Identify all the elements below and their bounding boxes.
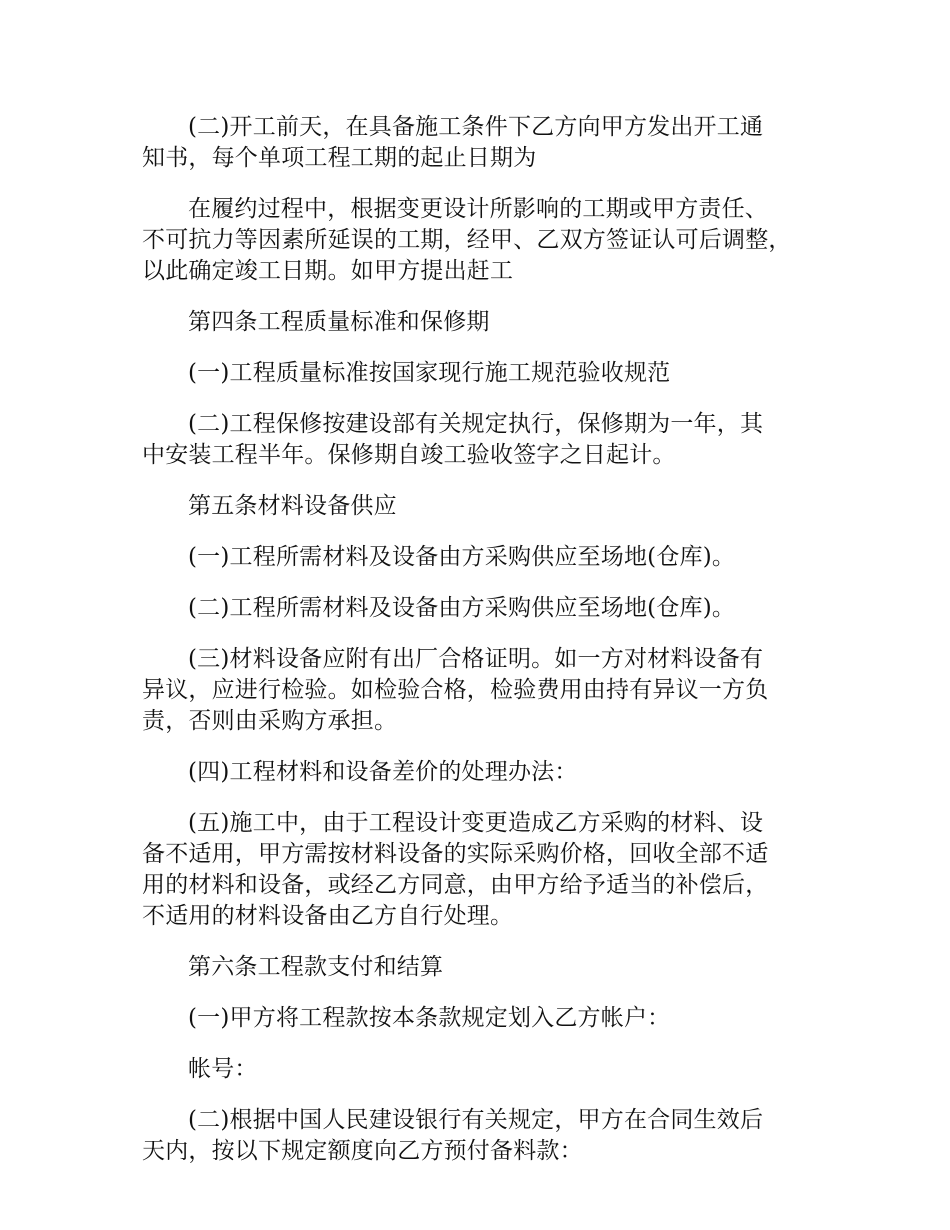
text-line: 帐号： — [188, 1056, 258, 1082]
text-line: 责，否则由采购方承担。 — [142, 708, 398, 734]
text-line: (三)材料设备应附有出厂合格证明。如一方对材料设备有 — [188, 646, 764, 672]
text-line: (一)工程质量标准按国家现行施工规范验收规范 — [188, 360, 671, 386]
text-line: (二)开工前天，在具备施工条件下乙方向甲方发出开工通 — [188, 114, 764, 140]
paragraph-payment-account — [142, 1003, 832, 1034]
paragraph-account-number — [142, 1054, 832, 1085]
text-line: 异议，应进行检验。如检验合格，检验费用由持有异议一方负 — [142, 677, 769, 703]
text-line: (二)工程保修按建设部有关规定执行，保修期为一年，其 — [188, 411, 764, 437]
text-line: (一)工程所需材料及设备由方采购供应至场地(仓库)。 — [188, 544, 736, 570]
text-line: 第六条工程款支付和结算 — [188, 954, 444, 980]
text-line: 不可抗力等因素所延误的工期，经甲、乙双方签证认可后调整， — [142, 227, 792, 253]
article-heading-quality — [142, 307, 832, 338]
text-line: 知书，每个单项工程工期的起止日期为 — [142, 145, 537, 171]
text-line: 天内，按以下规定额度向乙方预付备料款： — [142, 1138, 583, 1164]
paragraph-materials-two — [142, 593, 832, 624]
paragraph-advance-payment — [142, 1105, 832, 1167]
text-line: 在履约过程中，根据变更设计所影响的工期或甲方责任、 — [188, 196, 768, 222]
text-line: (二)根据中国人民建设银行有关规定，甲方在合同生效后 — [188, 1107, 764, 1133]
paragraph-price-difference — [142, 757, 832, 788]
text-line: 中安装工程半年。保修期自竣工验收签字之日起计。 — [142, 442, 676, 468]
paragraph-warranty — [142, 409, 832, 471]
paragraph-materials-one — [142, 542, 832, 573]
paragraph-schedule-adjustment — [142, 194, 832, 287]
article-heading-materials — [142, 491, 832, 522]
paragraph-design-change — [142, 808, 832, 932]
paragraph-start-date — [142, 112, 832, 174]
text-line: (五)施工中，由于工程设计变更造成乙方采购的材料、设 — [188, 810, 764, 836]
text-line: 第五条材料设备供应 — [188, 493, 397, 519]
text-line: (四)工程材料和设备差价的处理办法： — [188, 759, 578, 785]
text-line: 用的材料和设备，或经乙方同意，由甲方给予适当的补偿后， — [142, 872, 769, 898]
text-line: 第四条工程质量标准和保修期 — [188, 309, 490, 335]
article-heading-payment — [142, 952, 832, 983]
text-line: 以此确定竣工日期。如甲方提出赶工 — [142, 258, 514, 284]
paragraph-materials-certificate — [142, 644, 832, 737]
text-line: (一)甲方将工程款按本条款规定划入乙方帐户： — [188, 1005, 671, 1031]
paragraph-quality-standard — [142, 358, 832, 389]
text-line: (二)工程所需材料及设备由方采购供应至场地(仓库)。 — [188, 595, 736, 621]
document-page — [142, 112, 832, 1187]
text-line: 备不适用，甲方需按材料设备的实际采购价格，回收全部不适 — [142, 841, 769, 867]
text-line: 不适用的材料设备由乙方自行处理。 — [142, 903, 514, 929]
